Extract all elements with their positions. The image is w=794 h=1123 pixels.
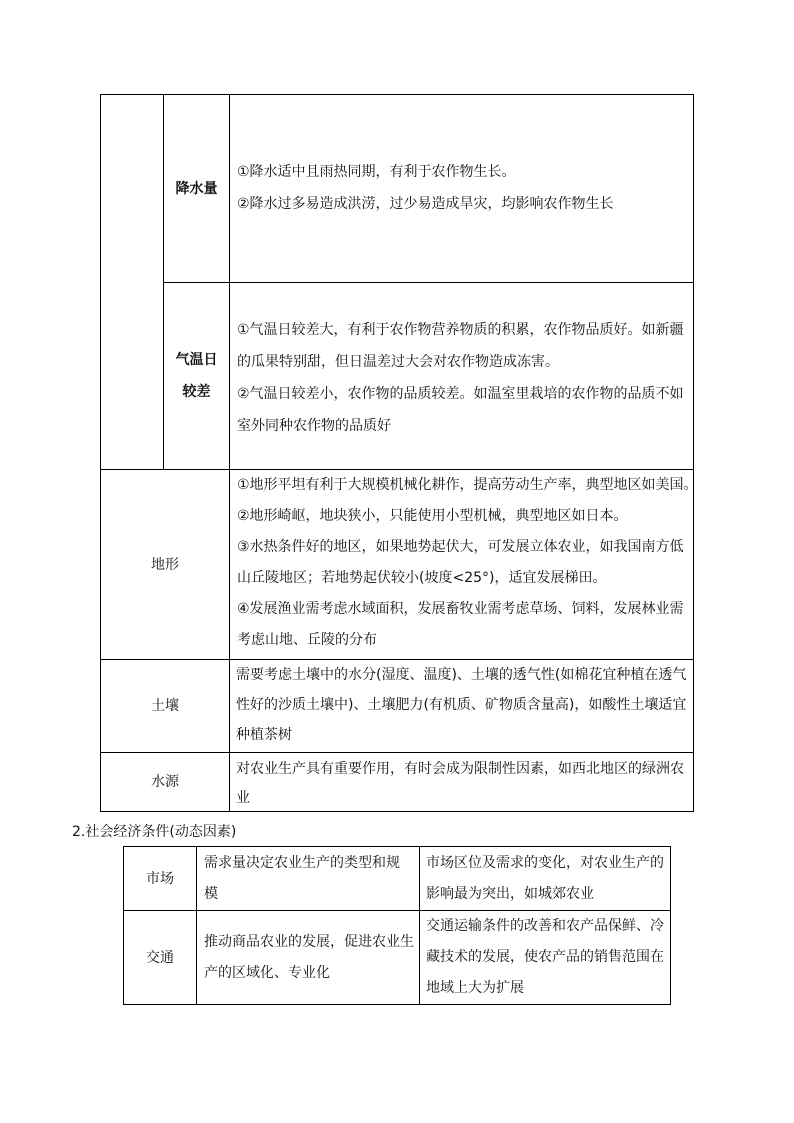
content-line: 对农业生产具有重要作用，有时会成为限制性因素，如西北地区的绿洲农 [236, 761, 684, 777]
content-line: 藏技术的发展，使农产品的销售范围在 [426, 949, 664, 965]
content-line: 考虑山地、丘陵的分布 [237, 632, 377, 648]
market-col2 [204, 848, 400, 910]
table2-bottom-border [123, 1004, 671, 1005]
precipitation-content [237, 156, 614, 220]
transport-col3 [426, 911, 664, 1004]
content-line: ②气温日较差小，农作物的品质较差。如温室里栽培的农作物的品质不如 [237, 386, 684, 402]
content-line: 产的区域化、专业化 [204, 965, 330, 981]
table1-row-divider-1 [163, 282, 694, 283]
content-line: 室外同种农作物的品质好 [237, 418, 391, 434]
section-heading: 2.社会经济条件(动态因素) [72, 824, 237, 840]
content-line: ①地形平坦有利于大规模机械化耕作，提高劳动生产率，典型地区如美国。 [237, 477, 698, 493]
table1-content-divider [229, 94, 230, 812]
content-line: ④发展渔业需考虑水域面积，发展畜牧业需考虑草场、饲料，发展林业需 [237, 601, 684, 617]
table2-right-border [670, 846, 671, 1005]
row-label-market-text: 市场 [146, 870, 174, 887]
table2-top-border [123, 846, 671, 847]
content-line: 影响最为突出，如城郊农业 [426, 886, 594, 902]
content-line: 市场区位及需求的变化，对农业生产的 [426, 855, 664, 871]
content-line: 种植茶树 [236, 727, 292, 743]
content-line: ②地形崎岖，地块狭小，只能使用小型机械，典型地区如日本。 [237, 508, 628, 524]
row-header-precipitation [164, 95, 229, 282]
diurnal-range-content [237, 314, 684, 442]
content-line: 业 [236, 790, 250, 806]
table2-col-divider-1 [196, 846, 197, 1005]
row-label-transport-text: 交通 [146, 949, 174, 966]
market-col3 [426, 848, 664, 910]
table2-col-divider-2 [419, 846, 420, 1005]
row-header-diurnal-range [164, 283, 229, 469]
content-line: 需要考虑土壤中的水分(湿度、温度)、土壤的透气性(如棉花宜种植在透气 [236, 667, 687, 683]
terrain-content [237, 470, 698, 656]
row-label-market [124, 847, 196, 910]
content-line: 模 [204, 886, 218, 902]
row-label-transport [124, 911, 196, 1004]
content-line: 地域上大为扩展 [426, 980, 524, 996]
row-header-water-label: 水源 [151, 774, 179, 790]
content-line: ①气温日较差大，有利于农作物营养物质的积累，农作物品质好。如新疆 [237, 322, 684, 338]
content-line: 性好的沙质土壤中)、土壤肥力(有机质、矿物质含量高)，如酸性土壤适宜 [236, 697, 687, 713]
content-line: 交通运输条件的改善和农产品保鲜、冷 [426, 918, 664, 934]
content-line: ②降水过多易造成洪涝，过少易造成旱灾，均影响农作物生长 [237, 196, 614, 212]
soil-content [236, 660, 686, 750]
row-header-soil [101, 660, 229, 752]
table1-right-border [693, 94, 694, 812]
row-header-terrain-label: 地形 [151, 556, 179, 573]
row-header-diurnal-range-line1: 气温日 [175, 352, 218, 368]
water-content [236, 755, 684, 813]
row-header-water [101, 753, 229, 811]
content-line: 山丘陵地区；若地势起伏较小(坡度<25°)，适宜发展梯田。 [237, 570, 607, 586]
content-line: ③水热条件好的地区，如果地势起伏大，可发展立体农业，如我国南方低 [237, 539, 684, 555]
row-header-precipitation-label: 降水量 [175, 180, 218, 197]
row-header-terrain [101, 470, 229, 659]
transport-col2 [204, 927, 414, 989]
content-line: ①降水适中且雨热同期，有利于农作物生长。 [237, 164, 516, 180]
row-header-diurnal-range-line2: 较差 [182, 384, 211, 400]
content-line: 的瓜果特别甜，但日温差过大会对农作物造成冻害。 [237, 354, 559, 370]
row-header-soil-label: 土壤 [151, 698, 179, 714]
content-line: 推动商品农业的发展，促进农业生 [204, 934, 414, 950]
content-line: 需求量决定农业生产的类型和规 [204, 855, 400, 871]
